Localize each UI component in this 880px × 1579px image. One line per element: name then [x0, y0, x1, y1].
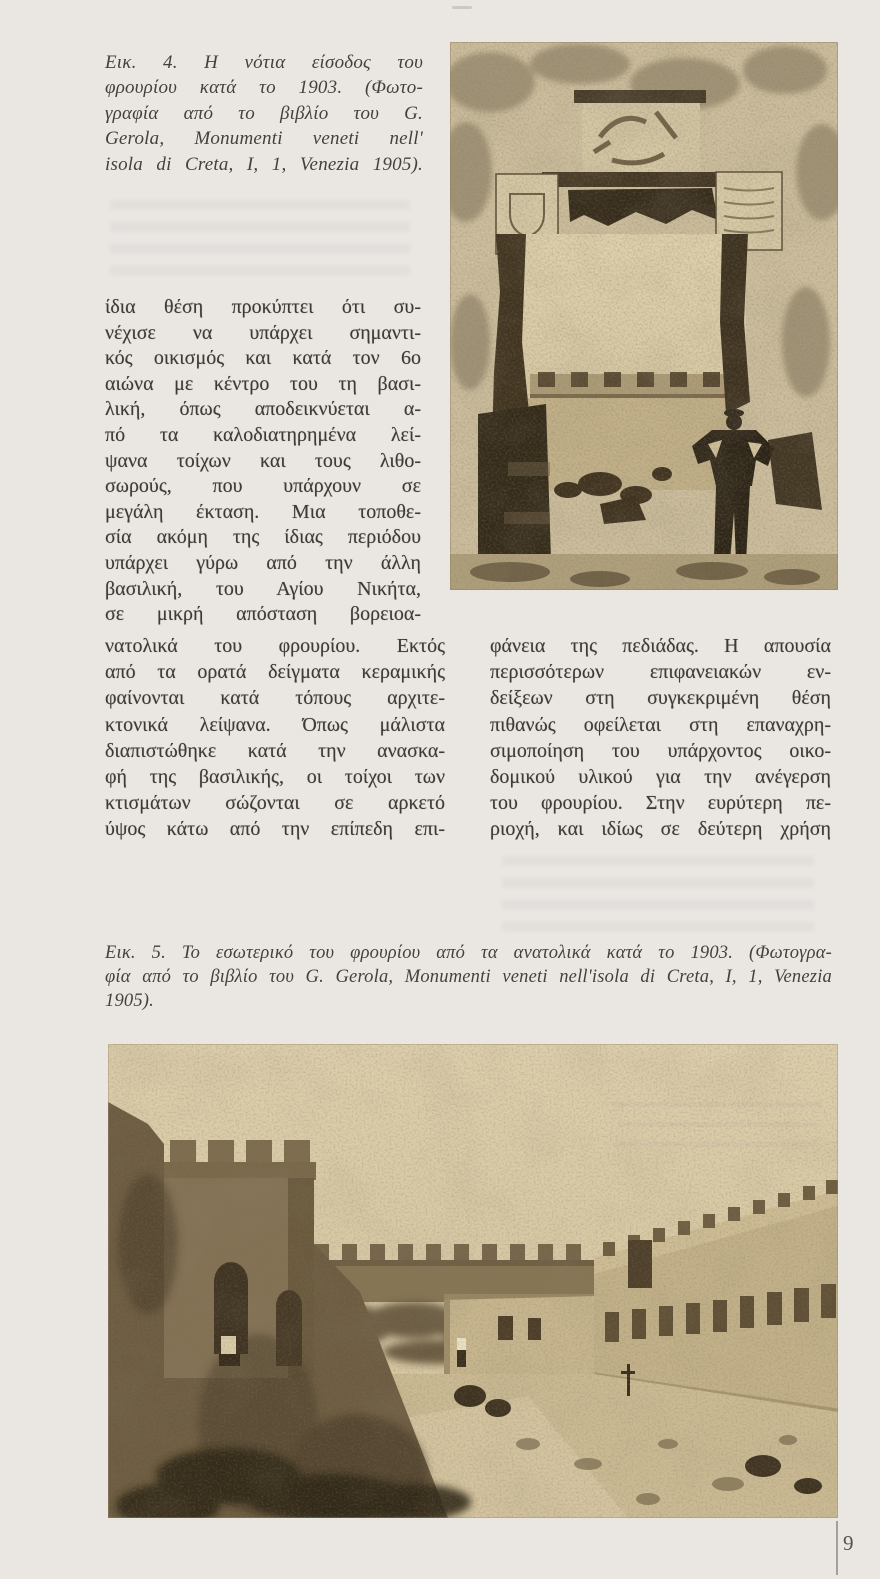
figure4-photo [450, 42, 838, 590]
text-line: λική, όπως αποδεικνύεται α- [105, 398, 421, 421]
text-line: πό τα καλοδιατηρημένα λεί- [105, 423, 421, 446]
text-line: γραφία από το βιβλίο του G. [105, 102, 423, 124]
text-line: διαπιστώθηκε κατά την ανασκα- [105, 739, 445, 762]
text-line: του φρουρίου. Στην ευρύτερη πε- [490, 792, 831, 815]
show-through-text-ghost [502, 856, 814, 934]
text-line: περισσότερων επιφανειακών εν- [490, 661, 831, 684]
text-line: από τα ορατά δείγματα κεραμικής [105, 661, 445, 684]
figure5-caption [105, 942, 832, 1013]
text-line: κός οικισμός και κατά τον 6ο [105, 347, 421, 370]
text-line: Gerola, Monumenti veneti nell' [105, 128, 423, 150]
text-line: ριοχή, και ιδίως σε δεύτερη χρήση [490, 818, 831, 841]
text-line: κτονικά λείψανα. Όπως μάλιστα [105, 713, 445, 736]
text-line: σε μικρή απόσταση βορειοα- [105, 603, 421, 626]
text-line: κτισμάτων σώζονται σε αρκετό [105, 792, 445, 815]
text-line: νέχισε να υπάρχει σημαντι- [105, 321, 421, 344]
scan-artifact-dash [452, 6, 472, 9]
text-line: φαίνονται κατά τόπους αρχιτε- [105, 687, 445, 710]
text-line: πιθανώς οφείλεται στη επαναχρη- [490, 713, 831, 736]
text-line: φή της βασιλικής, οι τοίχοι των [105, 766, 445, 789]
text-line: φία από το βιβλίο του G. Gerola, Monumenti veneti nell'isola di Creta, I, 1, Venezia [105, 966, 832, 987]
figure4-caption [105, 50, 423, 177]
figure5-photo [108, 1044, 838, 1518]
text-line: δομικού υλικού για την ανέγερση [490, 766, 831, 789]
text-line: μεγάλη έκταση. Μια τοποθε- [105, 500, 421, 523]
text-line: υπάρχει γύρω από την άλλη [105, 551, 421, 574]
show-through-text-ghost [110, 200, 410, 285]
text-line: φρουρίου κατά το 1903. (Φωτο- [105, 77, 423, 99]
text-line: isola di Creta, I, 1, Venezia 1905). [105, 153, 423, 175]
text-line: ψανα τοίχων και τους λιθο- [105, 449, 421, 472]
body-left-column-upper [105, 295, 421, 628]
text-line: Εικ. 5. Το εσωτερικό του φρουρίου από τα ανατολικά κατά το 1903. (Φωτογρα- [105, 943, 832, 963]
text-line: 1905). [105, 990, 154, 1011]
text-line: σιμοποίηση του υπάρχοντος οικο- [490, 739, 831, 762]
text-line: αιώνα με κέντρο του τη βασι- [105, 372, 421, 395]
text-line: ύψος κάτω από την επίπεδη επι- [105, 818, 445, 841]
text-line: βασιλική, του Αγίου Νικήτα, [105, 577, 421, 600]
page-number: 9 [843, 1531, 854, 1555]
text-line: σωρούς, που υπάρχουν σε [105, 475, 421, 498]
text-line: φάνεια της πεδιάδας. Η απουσία [490, 635, 831, 657]
text-line: νατολικά του φρουρίου. Εκτός [105, 635, 445, 657]
page-number-rule [836, 1521, 838, 1575]
text-line: σία ακόμη της ίδιας περιόδου [105, 526, 421, 549]
body-left-column-lower [105, 633, 445, 843]
text-line: ίδια θέση προκύπτει ότι συ- [105, 296, 421, 318]
text-line: δείξεων στη συγκεκριμένη θέση [490, 687, 831, 710]
text-line: Εικ. 4. Η νότια είσοδος του [105, 52, 423, 73]
body-right-column [490, 633, 831, 843]
